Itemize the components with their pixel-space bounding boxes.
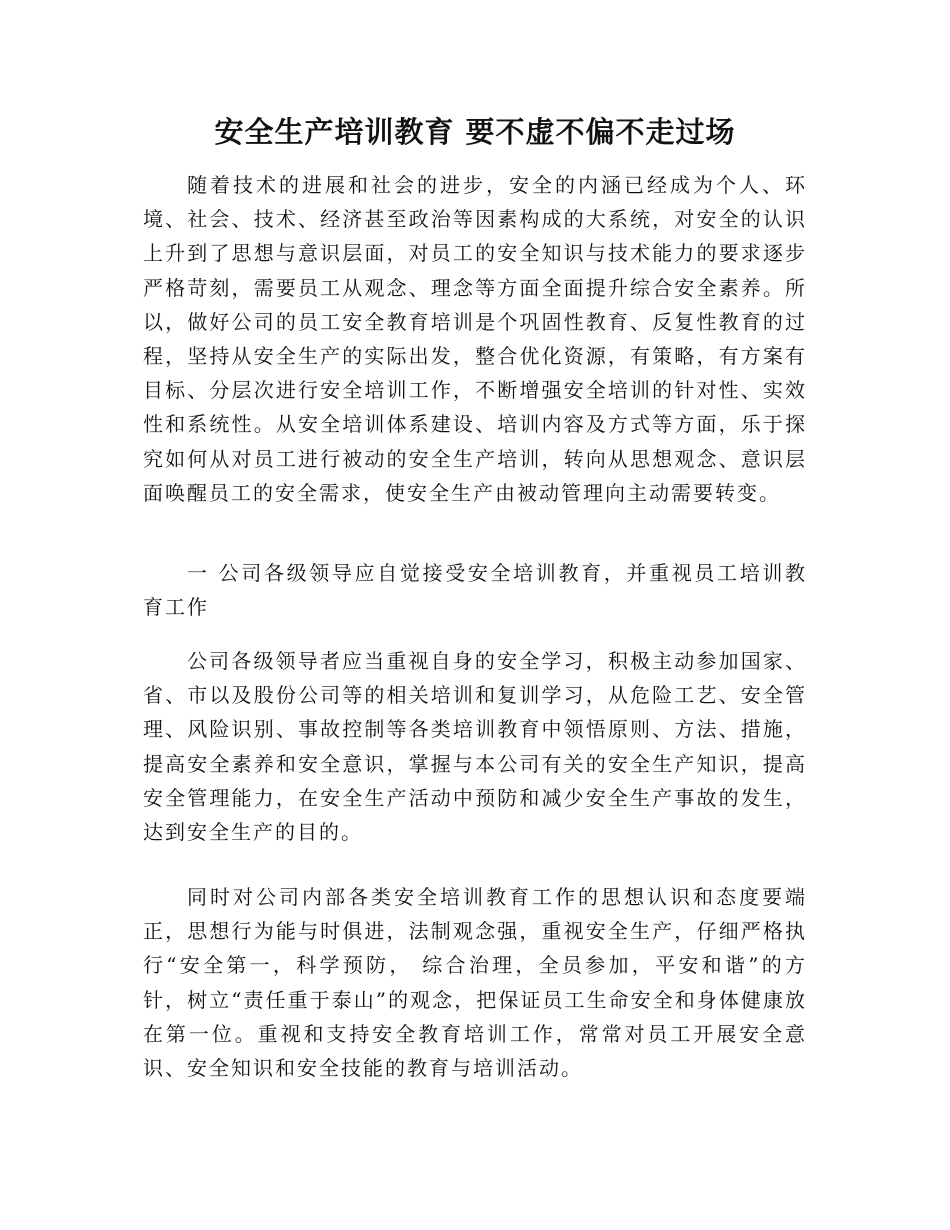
paragraph-leadership-training: 公司各级领导者应当重视自身的安全学习，积极主动参加国家、省、市以及股份公司等的相关培训和复训学习，从危险工艺、安全管理、风险识别、事故控制等各类培训教育中领悟原则、方法、措施，提高安全素养和安全意识，掌握与本公司有关的安全生产知识，提高安全管理能力，在安全生产活动中预防和减少安全生产事故的发生，达到安全生产的目的。 [143, 649, 807, 845]
section-heading-1: 一 公司各级领导应自觉接受安全培训教育，并重视员工培训教育工作 [143, 561, 807, 620]
paragraph-attitude: 同时对公司内部各类安全培训教育工作的思想认识和态度要端正，思想行为能与时俱进，法制观念强，重视安全生产，仔细严格执行“安全第一，科学预防， 综合治理，全员参加，平安和谐”的方针，树立“责任重于泰山”的观念，把保证员工生命安全和身体健康放在第一位。重视和支持安全教育培训工作，常常对员工开展安全意识、安全知识和安全技能的教育与培训活动。 [143, 885, 807, 1081]
document-title: 安全生产培训教育 要不虚不偏不走过场 [214, 115, 736, 149]
paragraph-intro: 随着技术的进展和社会的进步，安全的内涵已经成为个人、环境、社会、技术、经济甚至政治等因素构成的大系统，对安全的认识上升到了思想与意识层面，对员工的安全知识与技术能力的要求逐步严格苛刻，需要员工从观念、理念等方面全面提升综合安全素养。所以，做好公司的员工安全教育培训是个巩固性教育、反复性教育的过程，坚持从安全生产的实际出发，整合优化资源，有策略，有方案有目标、分层次进行安全培训工作，不断增强安全培训的针对性、实效性和系统性。从安全培训体系建设、培训内容及方式等方面，乐于探究如何从对员工进行被动的安全生产培训，转向从思想观念、意识层面唤醒员工的安全需求，使安全生产由被动管理向主动需要转变。 [143, 173, 807, 505]
